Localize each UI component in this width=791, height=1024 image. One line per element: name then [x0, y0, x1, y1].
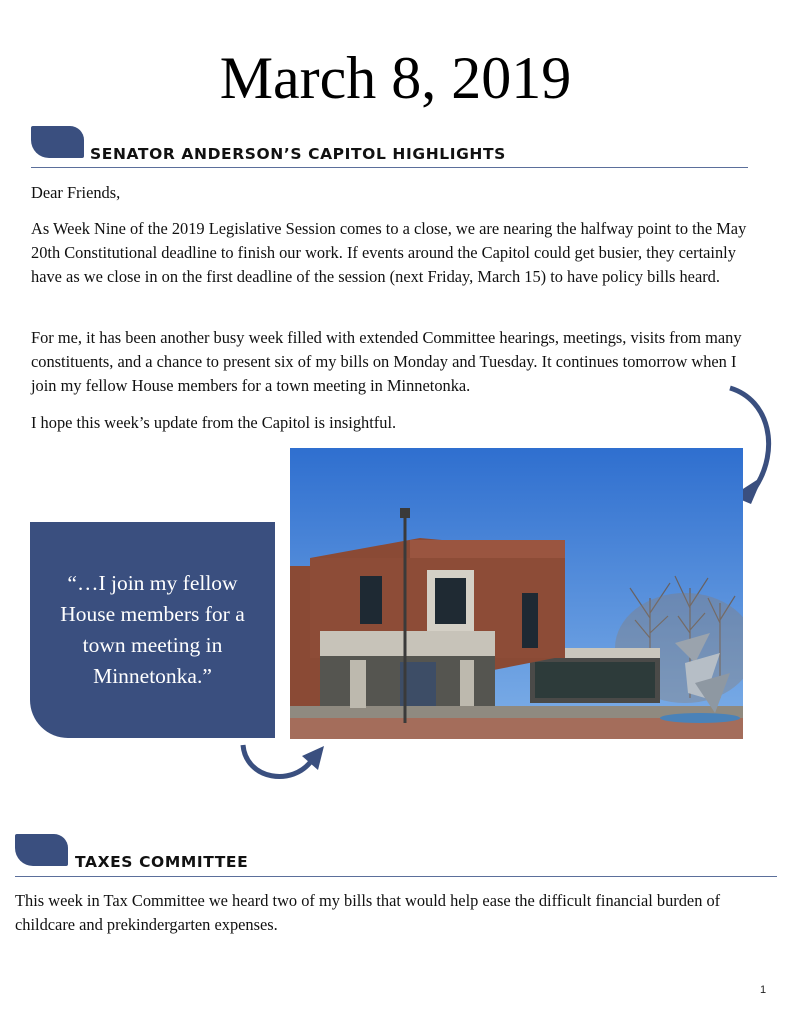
curved-arrow-icon	[238, 742, 330, 787]
section-title-taxes: TAXES COMMITTEE	[75, 853, 249, 871]
section-tab-icon	[15, 834, 68, 866]
section-divider	[31, 167, 748, 168]
pull-quote-text: “…I join my fellow House members for a town meeting in Minnetonka.”	[60, 571, 245, 688]
paragraph-closing: I hope this week’s update from the Capitol is insightful.	[31, 413, 397, 432]
greeting: Dear Friends,	[31, 183, 121, 202]
building-photo	[290, 448, 743, 739]
paragraph-taxes: This week in Tax Committee we heard two of my bills that would help ease the difficult financial burden of childcare and prekindergarten expenses.	[15, 891, 721, 934]
paragraph-busy-week: For me, it has been another busy week filled with extended Committee hearings, meetings, visits from many constituents, and a chance to present six of my bills on Monday and Tuesday. It continues tomorrow when I join my fellow House members for a town meeting in Minnetonka.	[31, 328, 742, 395]
pull-quote	[30, 522, 275, 738]
section-divider	[15, 876, 777, 877]
paragraph-intro: As Week Nine of the 2019 Legislative Session comes to a close, we are nearing the halfway point to the May 20th Constitutional deadline to finish our work. If events around the Capitol could get busier, they certainly have as we close in on the first deadline of the session (next Friday, March 15) to have policy bills heard.	[31, 219, 747, 286]
page-number: 1	[760, 984, 767, 996]
page-title: March 8, 2019	[219, 45, 572, 111]
section-title-highlights: SENATOR ANDERSON’S CAPITOL HIGHLIGHTS	[90, 145, 506, 163]
section-tab-icon	[31, 126, 84, 158]
